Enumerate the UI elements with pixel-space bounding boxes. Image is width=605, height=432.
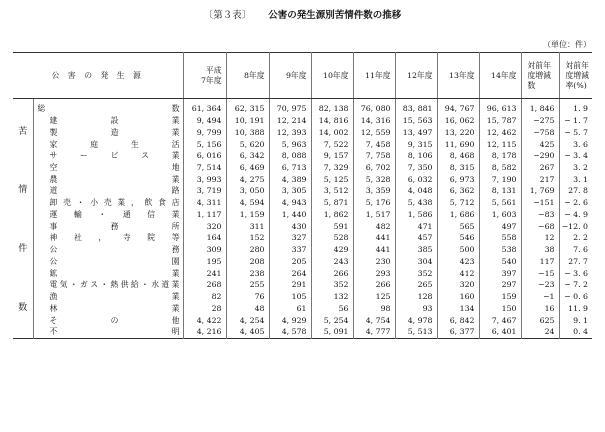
year-value: 1, 586	[395, 209, 437, 221]
table-row	[13, 99, 592, 115]
source-name: 公 園	[33, 256, 183, 268]
year-value: 327	[269, 232, 311, 244]
year-value: 5, 328	[353, 174, 395, 186]
year-value: 6, 469	[226, 162, 269, 174]
year-value: 10, 191	[226, 115, 269, 127]
year-value: 76	[226, 291, 269, 303]
year-value: 264	[269, 267, 311, 279]
side-label: 苦 情 件 数	[18, 126, 28, 313]
year-value: 205	[269, 256, 311, 268]
change-rate: − 3. 4	[559, 150, 592, 162]
change-count: 117	[521, 256, 559, 268]
year-value: 5, 712	[437, 197, 479, 209]
year-value: 3, 512	[311, 185, 353, 197]
year-value: 1, 686	[437, 209, 479, 221]
year-value: 208	[226, 256, 269, 268]
year-value: 7, 522	[311, 138, 353, 150]
year-value: 5, 620	[226, 138, 269, 150]
year-value: 7, 350	[395, 162, 437, 174]
complaints-table	[13, 52, 592, 339]
change-count: 267	[521, 162, 559, 174]
table-row	[13, 185, 592, 197]
year-value: 397	[479, 267, 521, 279]
table-row	[13, 291, 592, 303]
year-value: 76, 080	[353, 99, 395, 115]
change-count: −758	[521, 127, 559, 139]
table-row	[13, 314, 592, 326]
year-value: 132	[311, 291, 353, 303]
year-value: 94, 767	[437, 99, 479, 115]
year-value: 4, 929	[269, 314, 311, 326]
header-year: 9年度	[269, 53, 311, 99]
table-body	[13, 99, 592, 339]
year-value: 430	[269, 220, 311, 232]
year-value: 497	[479, 220, 521, 232]
change-count: −23	[521, 279, 559, 291]
change-rate: 7. 6	[559, 244, 592, 256]
year-value: 320	[437, 279, 479, 291]
year-value: 83, 881	[395, 99, 437, 115]
year-value: 4, 216	[183, 326, 226, 338]
year-value: 62, 315	[226, 99, 269, 115]
year-value: 14, 316	[353, 115, 395, 127]
source-name: 漁 業	[33, 291, 183, 303]
year-value: 6, 702	[353, 162, 395, 174]
year-value: 565	[437, 220, 479, 232]
year-value: 6, 713	[269, 162, 311, 174]
year-value: 546	[437, 232, 479, 244]
year-value: 280	[226, 244, 269, 256]
change-rate: 3. 1	[559, 174, 592, 186]
year-value: 293	[353, 267, 395, 279]
year-value: 4, 578	[269, 326, 311, 338]
year-value: 1, 159	[226, 209, 269, 221]
change-rate: 2. 2	[559, 232, 592, 244]
year-value: 241	[183, 267, 226, 279]
year-value: 540	[479, 256, 521, 268]
header-row	[13, 53, 592, 99]
year-value: 4, 943	[269, 197, 311, 209]
header-change-count: 対前年 度増減 数	[521, 53, 559, 99]
year-value: 457	[395, 232, 437, 244]
year-value: 61	[269, 303, 311, 315]
year-value: 7, 458	[353, 138, 395, 150]
year-value: 160	[437, 291, 479, 303]
year-value: 11, 690	[437, 138, 479, 150]
table-row	[13, 232, 592, 244]
source-name: 空 地	[33, 162, 183, 174]
year-value: 243	[311, 256, 353, 268]
year-value: 311	[226, 220, 269, 232]
year-value: 5, 254	[311, 314, 353, 326]
year-value: 150	[479, 303, 521, 315]
year-value: 128	[395, 291, 437, 303]
change-rate: 1. 9	[559, 99, 592, 115]
year-value: 4, 311	[183, 197, 226, 209]
year-value: 4, 405	[226, 326, 269, 338]
year-value: 4, 254	[226, 314, 269, 326]
year-value: 6, 842	[437, 314, 479, 326]
year-value: 98	[353, 303, 395, 315]
source-name: 道 路	[33, 185, 183, 197]
year-value: 3, 719	[183, 185, 226, 197]
year-value: 558	[479, 232, 521, 244]
year-value: 304	[395, 256, 437, 268]
year-value: 4, 275	[226, 174, 269, 186]
year-value: 93	[395, 303, 437, 315]
year-value: 230	[353, 256, 395, 268]
source-name: 神 社 ， 寺 院 等	[33, 232, 183, 244]
change-count: 12	[521, 232, 559, 244]
year-value: 8, 088	[269, 150, 311, 162]
change-count: −1	[521, 291, 559, 303]
year-value: 12, 462	[479, 127, 521, 139]
year-value: 266	[353, 279, 395, 291]
year-value: 441	[353, 244, 395, 256]
header-year: 11年度	[353, 53, 395, 99]
year-value: 164	[183, 232, 226, 244]
change-rate: 3. 2	[559, 162, 592, 174]
source-name: 電 気 ・ ガ ス ・ 熱 供 給 ・ 水 道 業	[33, 279, 183, 291]
year-value: 6, 401	[479, 326, 521, 338]
year-value: 1, 440	[269, 209, 311, 221]
year-value: 268	[183, 279, 226, 291]
year-value: 320	[183, 220, 226, 232]
year-value: 3, 359	[353, 185, 395, 197]
header-change-rate: 対前年 度増減 率(%)	[559, 53, 592, 99]
year-value: 7, 758	[353, 150, 395, 162]
year-value: 266	[311, 267, 353, 279]
year-value: 4, 754	[353, 314, 395, 326]
year-value: 61, 364	[183, 99, 226, 115]
year-value: 6, 377	[437, 326, 479, 338]
year-value: 5, 091	[311, 326, 353, 338]
change-count: −15	[521, 267, 559, 279]
year-value: 528	[311, 232, 353, 244]
year-value: 1, 603	[479, 209, 521, 221]
year-value: 152	[226, 232, 269, 244]
header-year: 14年度	[479, 53, 521, 99]
year-value: 4, 594	[226, 197, 269, 209]
year-value: 15, 787	[479, 115, 521, 127]
year-value: 9, 315	[395, 138, 437, 150]
year-value: 8, 131	[479, 185, 521, 197]
year-value: 4, 422	[183, 314, 226, 326]
year-value: 591	[311, 220, 353, 232]
source-name: 卸 売 ・ 小 売 業 ， 飲 食 店	[33, 197, 183, 209]
year-value: 4, 777	[353, 326, 395, 338]
year-value: 4, 978	[395, 314, 437, 326]
year-value: 9, 157	[311, 150, 353, 162]
year-value: 3, 305	[269, 185, 311, 197]
year-value: 70, 975	[269, 99, 311, 115]
header-source: 公 害 の 発 生 源	[13, 53, 183, 99]
change-count: 425	[521, 138, 559, 150]
year-value: 5, 125	[311, 174, 353, 186]
year-value: 28	[183, 303, 226, 315]
change-count: 1, 846	[521, 99, 559, 115]
year-value: 48	[226, 303, 269, 315]
year-value: 7, 467	[479, 314, 521, 326]
source-name: 事 務 所	[33, 220, 183, 232]
year-value: 16, 062	[437, 115, 479, 127]
change-count: 1, 769	[521, 185, 559, 197]
table-row	[13, 150, 592, 162]
table-row	[13, 209, 592, 221]
year-value: 96, 613	[479, 99, 521, 115]
change-rate: − 1. 7	[559, 115, 592, 127]
year-value: 159	[479, 291, 521, 303]
year-value: 337	[269, 244, 311, 256]
year-value: 482	[353, 220, 395, 232]
year-value: 291	[269, 279, 311, 291]
header-year: 平成 7年度	[183, 53, 226, 99]
change-count: −83	[521, 209, 559, 221]
year-value: 195	[183, 256, 226, 268]
table-title	[0, 7, 605, 21]
change-count: −275	[521, 115, 559, 127]
change-count: −290	[521, 150, 559, 162]
year-value: 82, 138	[311, 99, 353, 115]
year-value: 1, 862	[311, 209, 353, 221]
source-name: 不 明	[33, 326, 183, 338]
table-number: 〔第３表〕	[203, 10, 252, 21]
year-value: 13, 220	[437, 127, 479, 139]
change-count: 625	[521, 314, 559, 326]
year-value: 5, 156	[183, 138, 226, 150]
year-value: 238	[226, 267, 269, 279]
year-value: 255	[226, 279, 269, 291]
year-value: 471	[395, 220, 437, 232]
year-value: 5, 561	[479, 197, 521, 209]
change-rate: − 3. 6	[559, 267, 592, 279]
change-count: 217	[521, 174, 559, 186]
year-value: 12, 214	[269, 115, 311, 127]
table-row	[13, 127, 592, 139]
year-value: 12, 115	[479, 138, 521, 150]
year-value: 5, 176	[353, 197, 395, 209]
year-value: 500	[437, 244, 479, 256]
source-name: 運 輸 ・ 通 信 業	[33, 209, 183, 221]
year-value: 125	[353, 291, 395, 303]
change-count: 16	[521, 303, 559, 315]
table-row	[13, 303, 592, 315]
change-rate: − 0. 6	[559, 291, 592, 303]
year-value: 8, 468	[437, 150, 479, 162]
year-value: 4, 389	[269, 174, 311, 186]
year-value: 6, 973	[437, 174, 479, 186]
change-rate: 27. 8	[559, 185, 592, 197]
year-value: 265	[395, 279, 437, 291]
year-value: 8, 106	[395, 150, 437, 162]
change-rate: 9. 1	[559, 314, 592, 326]
header-year: 10年度	[311, 53, 353, 99]
year-value: 7, 514	[183, 162, 226, 174]
year-value: 5, 871	[311, 197, 353, 209]
table-row	[13, 267, 592, 279]
year-value: 105	[269, 291, 311, 303]
table-row	[13, 174, 592, 186]
header-year: 12年度	[395, 53, 437, 99]
year-value: 385	[395, 244, 437, 256]
unit-note: （単位：件）	[543, 40, 591, 49]
year-value: 309	[183, 244, 226, 256]
year-value: 6, 342	[226, 150, 269, 162]
source-name: 製 造 業	[33, 127, 183, 139]
year-value: 82	[183, 291, 226, 303]
change-count: −68	[521, 220, 559, 232]
year-value: 10, 388	[226, 127, 269, 139]
header-year: 8年度	[226, 53, 269, 99]
year-value: 538	[479, 244, 521, 256]
year-value: 8, 582	[479, 162, 521, 174]
source-name: 家 庭 生 活	[33, 138, 183, 150]
table-row	[13, 115, 592, 127]
change-rate: − 2. 6	[559, 197, 592, 209]
source-name: 建 設 業	[33, 115, 183, 127]
year-value: 3, 050	[226, 185, 269, 197]
year-value: 9, 799	[183, 127, 226, 139]
year-value: 9, 494	[183, 115, 226, 127]
table-row	[13, 220, 592, 232]
year-value: 429	[311, 244, 353, 256]
year-value: 5, 438	[395, 197, 437, 209]
year-value: 8, 315	[437, 162, 479, 174]
year-value: 56	[311, 303, 353, 315]
year-value: 12, 559	[353, 127, 395, 139]
table-row	[13, 326, 592, 338]
table-row	[13, 197, 592, 209]
year-value: 7, 329	[311, 162, 353, 174]
year-value: 8, 178	[479, 150, 521, 162]
year-value: 5, 513	[395, 326, 437, 338]
year-value: 1, 517	[353, 209, 395, 221]
change-rate: 0. 4	[559, 326, 592, 338]
source-name: 鉱 業	[33, 267, 183, 279]
source-name: 林 業	[33, 303, 183, 315]
year-value: 352	[395, 267, 437, 279]
year-value: 13, 497	[395, 127, 437, 139]
year-value: 6, 362	[437, 185, 479, 197]
change-count: 24	[521, 326, 559, 338]
year-value: 15, 563	[395, 115, 437, 127]
table-row	[13, 279, 592, 291]
source-name: 農 業	[33, 174, 183, 186]
table-row	[13, 244, 592, 256]
change-rate: − 5. 7	[559, 127, 592, 139]
year-value: 134	[437, 303, 479, 315]
change-rate: 11. 9	[559, 303, 592, 315]
year-value: 423	[437, 256, 479, 268]
year-value: 441	[353, 232, 395, 244]
year-value: 5, 963	[269, 138, 311, 150]
year-value: 6, 032	[395, 174, 437, 186]
year-value: 297	[479, 279, 521, 291]
change-rate: 27. 7	[559, 256, 592, 268]
change-rate: − 4. 9	[559, 209, 592, 221]
change-count: 38	[521, 244, 559, 256]
table-row	[13, 162, 592, 174]
year-value: 1, 117	[183, 209, 226, 221]
change-rate: 3. 6	[559, 138, 592, 150]
source-name: 公 務	[33, 244, 183, 256]
change-rate: −12. 0	[559, 220, 592, 232]
table-row	[13, 256, 592, 268]
change-count: −151	[521, 197, 559, 209]
year-value: 14, 816	[311, 115, 353, 127]
year-value: 7, 190	[479, 174, 521, 186]
year-value: 14, 002	[311, 127, 353, 139]
year-value: 352	[311, 279, 353, 291]
change-rate: − 7. 2	[559, 279, 592, 291]
source-name: そ の 他	[33, 314, 183, 326]
source-name: 総 数	[33, 99, 183, 115]
year-value: 4, 048	[395, 185, 437, 197]
header-year: 13年度	[437, 53, 479, 99]
table-name: 公害の発生源別苦情件数の推移	[268, 10, 402, 21]
source-name: サ ー ビ ス 業	[33, 150, 183, 162]
year-value: 412	[437, 267, 479, 279]
table-row	[13, 138, 592, 150]
year-value: 6, 016	[183, 150, 226, 162]
year-value: 3, 993	[183, 174, 226, 186]
year-value: 12, 393	[269, 127, 311, 139]
